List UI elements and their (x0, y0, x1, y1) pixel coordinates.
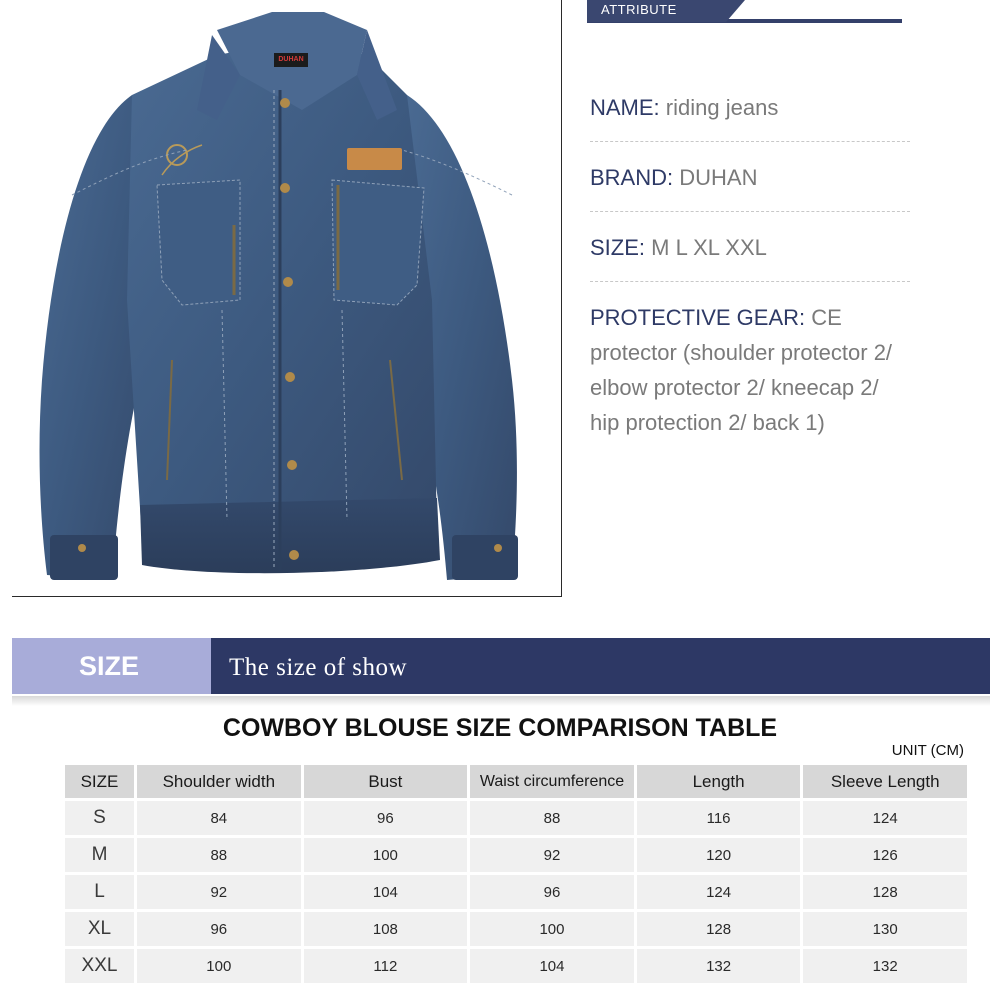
cell-length: 124 (637, 875, 801, 909)
cell-sleeve: 132 (803, 949, 967, 983)
attribute-tab (587, 0, 902, 24)
cell-waist: 104 (470, 949, 634, 983)
table-row (65, 912, 967, 946)
cell-waist: 92 (470, 838, 634, 872)
cell-bust: 112 (304, 949, 468, 983)
attribute-tab-label: ATTRIBUTE (601, 2, 677, 17)
cell-sleeve: 130 (803, 912, 967, 946)
cell-size: M (65, 838, 134, 872)
size-banner-subtitle: The size of show (229, 654, 408, 681)
cell-shoulder: 88 (137, 838, 301, 872)
cell-bust: 108 (304, 912, 468, 946)
cell-size: XL (65, 912, 134, 946)
cell-length: 132 (637, 949, 801, 983)
unit-label: UNIT (CM) (891, 742, 964, 759)
attribute-value: DUHAN (673, 165, 758, 190)
cell-bust: 104 (304, 875, 468, 909)
table-row (65, 875, 967, 909)
banner-shadow (12, 696, 990, 706)
brand-tag: DUHAN (274, 53, 308, 67)
attribute-key: PROTECTIVE GEAR: (590, 305, 806, 330)
attribute-value: riding jeans (659, 95, 779, 120)
cell-length: 116 (637, 801, 801, 835)
cell-waist: 96 (470, 875, 634, 909)
cell-shoulder: 84 (137, 801, 301, 835)
cell-bust: 100 (304, 838, 468, 872)
cell-waist: 88 (470, 801, 634, 835)
size-banner (12, 638, 990, 694)
attribute-key: NAME: (590, 95, 660, 120)
header-size: SIZE (65, 765, 134, 798)
attribute-name (590, 90, 910, 142)
cell-length: 120 (637, 838, 801, 872)
attribute-protective-gear (590, 300, 910, 456)
attribute-size (590, 230, 910, 282)
table-row (65, 838, 967, 872)
header-shoulder-width: Shoulder width (137, 765, 301, 798)
table-row (65, 801, 967, 835)
cell-length: 128 (637, 912, 801, 946)
cell-size: L (65, 875, 134, 909)
attribute-list (590, 90, 910, 474)
header-length: Length (637, 765, 801, 798)
header-sleeve-length: Sleeve Length (803, 765, 967, 798)
attribute-key: BRAND: (590, 165, 674, 190)
header-bust: Bust (304, 765, 468, 798)
cell-size: S (65, 801, 134, 835)
attribute-value: CE protector (shoulder protector 2/ elbow protector 2/ kneecap 2/ hip protection 2/ back 1) (590, 305, 893, 435)
cell-sleeve: 126 (803, 838, 967, 872)
cell-size: XXL (65, 949, 134, 983)
table-header-row (65, 765, 967, 798)
size-banner-title: SIZE (79, 651, 140, 681)
attribute-brand (590, 160, 910, 212)
product-photo (12, 0, 562, 597)
denim-jacket-illustration (12, 0, 562, 597)
cell-sleeve: 124 (803, 801, 967, 835)
cell-shoulder: 96 (137, 912, 301, 946)
attribute-value: M L XL XXL (645, 235, 767, 260)
table-row (65, 949, 967, 983)
attribute-key: SIZE: (590, 235, 646, 260)
cell-shoulder: 100 (137, 949, 301, 983)
size-comparison-table (62, 762, 970, 986)
header-waist: Waist circumference (470, 765, 634, 798)
cell-sleeve: 128 (803, 875, 967, 909)
table-title: COWBOY BLOUSE SIZE COMPARISON TABLE (222, 714, 778, 742)
cell-bust: 96 (304, 801, 468, 835)
cell-shoulder: 92 (137, 875, 301, 909)
cell-waist: 100 (470, 912, 634, 946)
